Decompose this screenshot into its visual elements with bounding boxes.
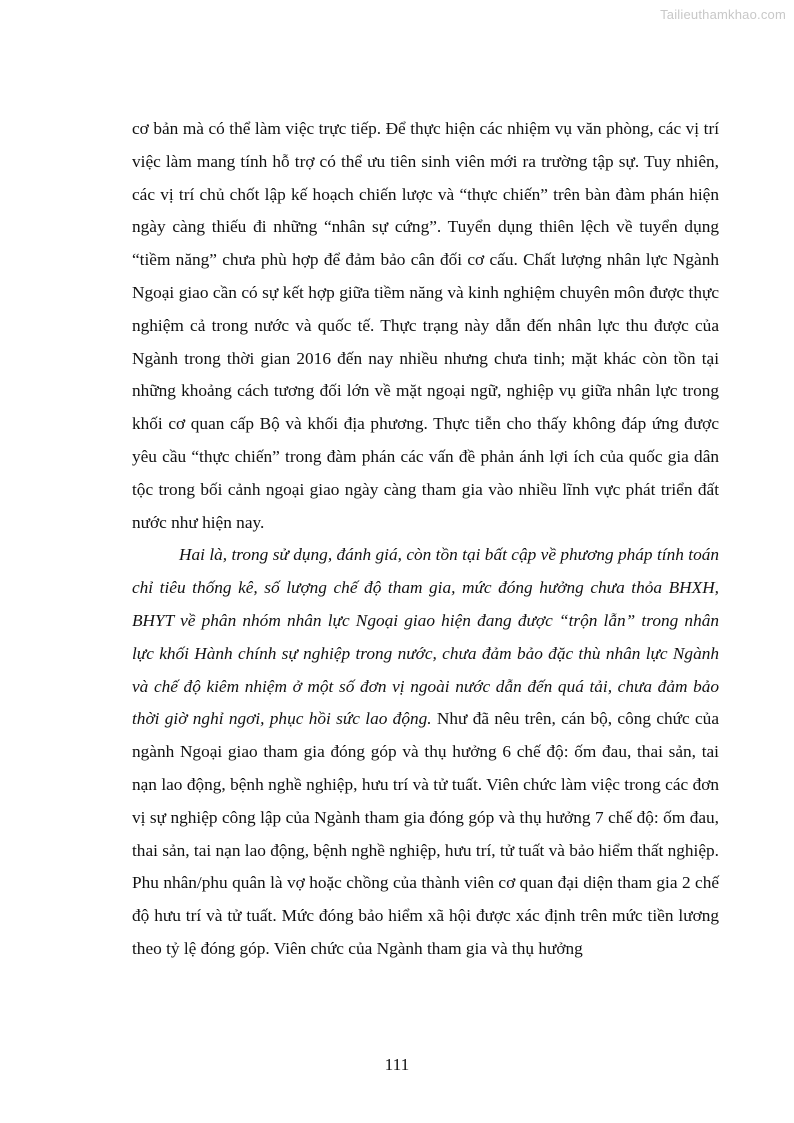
paragraph-2 — [132, 539, 719, 965]
paragraph-2-body: Như đã nêu trên, cán bộ, công chức của ngành Ngoại giao tham gia đóng góp và thụ hưởng 6 chế độ: ốm đau, thai sản, tai nạn lao động, bệnh nghề nghiệp, hưu trí và tử tuất. Viên chức làm việc trong các đơn vị sự nghiệp công lập của Ngành tham gia đóng góp và thụ hưởng 7 chế độ: ốm đau, thai sản, tai nạn lao động, bệnh nghề nghiệp, hưu trí, tử tuất và bảo hiểm thất nghiệp. Phu nhân/phu quân là vợ hoặc chồng của thành viên cơ quan đại diện tham gia 2 chế độ hưu trí và tử tuất. Mức đóng bảo hiểm xã hội được xác định trên mức tiền lương theo tỷ lệ đóng góp. Viên chức của Ngành tham gia và thụ hưởng — [132, 709, 719, 958]
document-body — [132, 113, 719, 966]
paragraph-1: cơ bản mà có thể làm việc trực tiếp. Để thực hiện các nhiệm vụ văn phòng, các vị trí việc làm mang tính hỗ trợ có thể ưu tiên sinh viên mới ra trường tập sự. Tuy nhiên, các vị trí chủ chốt lập kế hoạch chiến lược và “thực chiến” trên bàn đàm phán hiện ngày càng thiếu đi những “nhân sự cứng”. Tuyển dụng thiên lệch về tuyển dụng “tiềm năng” chưa phù hợp để đảm bảo cân đối cơ cấu. Chất lượng nhân lực Ngành Ngoại giao cần có sự kết hợp giữa tiềm năng và kinh nghiệm chuyên môn được thực nghiệm cả trong nước và quốc tế. Thực trạng này dẫn đến nhân lực thu được của Ngành trong thời gian 2016 đến nay nhiều nhưng chưa tinh; mặt khác còn tồn tại những khoảng cách tương đối lớn về mặt ngoại ngữ, nghiệp vụ giữa nhân lực trong khối cơ quan cấp Bộ và khối địa phương. Thực tiễn cho thấy không đáp ứng được yêu cầu “thực chiến” trong đàm phán các vấn đề phản ánh lợi ích của quốc gia dân tộc trong bối cảnh ngoại giao ngày càng tham gia vào nhiều lĩnh vực phát triển đất nước như hiện nay. — [132, 119, 719, 532]
page-number: 111 — [384, 1055, 410, 1074]
paragraph-2-italic-lead: Hai là, trong sử dụng, đánh giá, còn tồn tại bất cập về phương pháp tính toán chỉ tiêu thống kê, số lượng chế độ tham gia, mức đóng hưởng chưa thỏa BHXH, BHYT về phân nhóm nhân lực Ngoại giao hiện đang được “trộn lẫn” trong nhân lực khối Hành chính sự nghiệp trong nước, chưa đảm bảo đặc thù nhân lực Ngành và chế độ kiêm nhiệm ở một số đơn vị ngoài nước dẫn đến quá tải, chưa đảm bảo thời giờ nghỉ ngơi, phục hồi sức lao động. — [132, 545, 719, 729]
watermark-text: Tailieuthamkhao.com — [660, 7, 786, 22]
